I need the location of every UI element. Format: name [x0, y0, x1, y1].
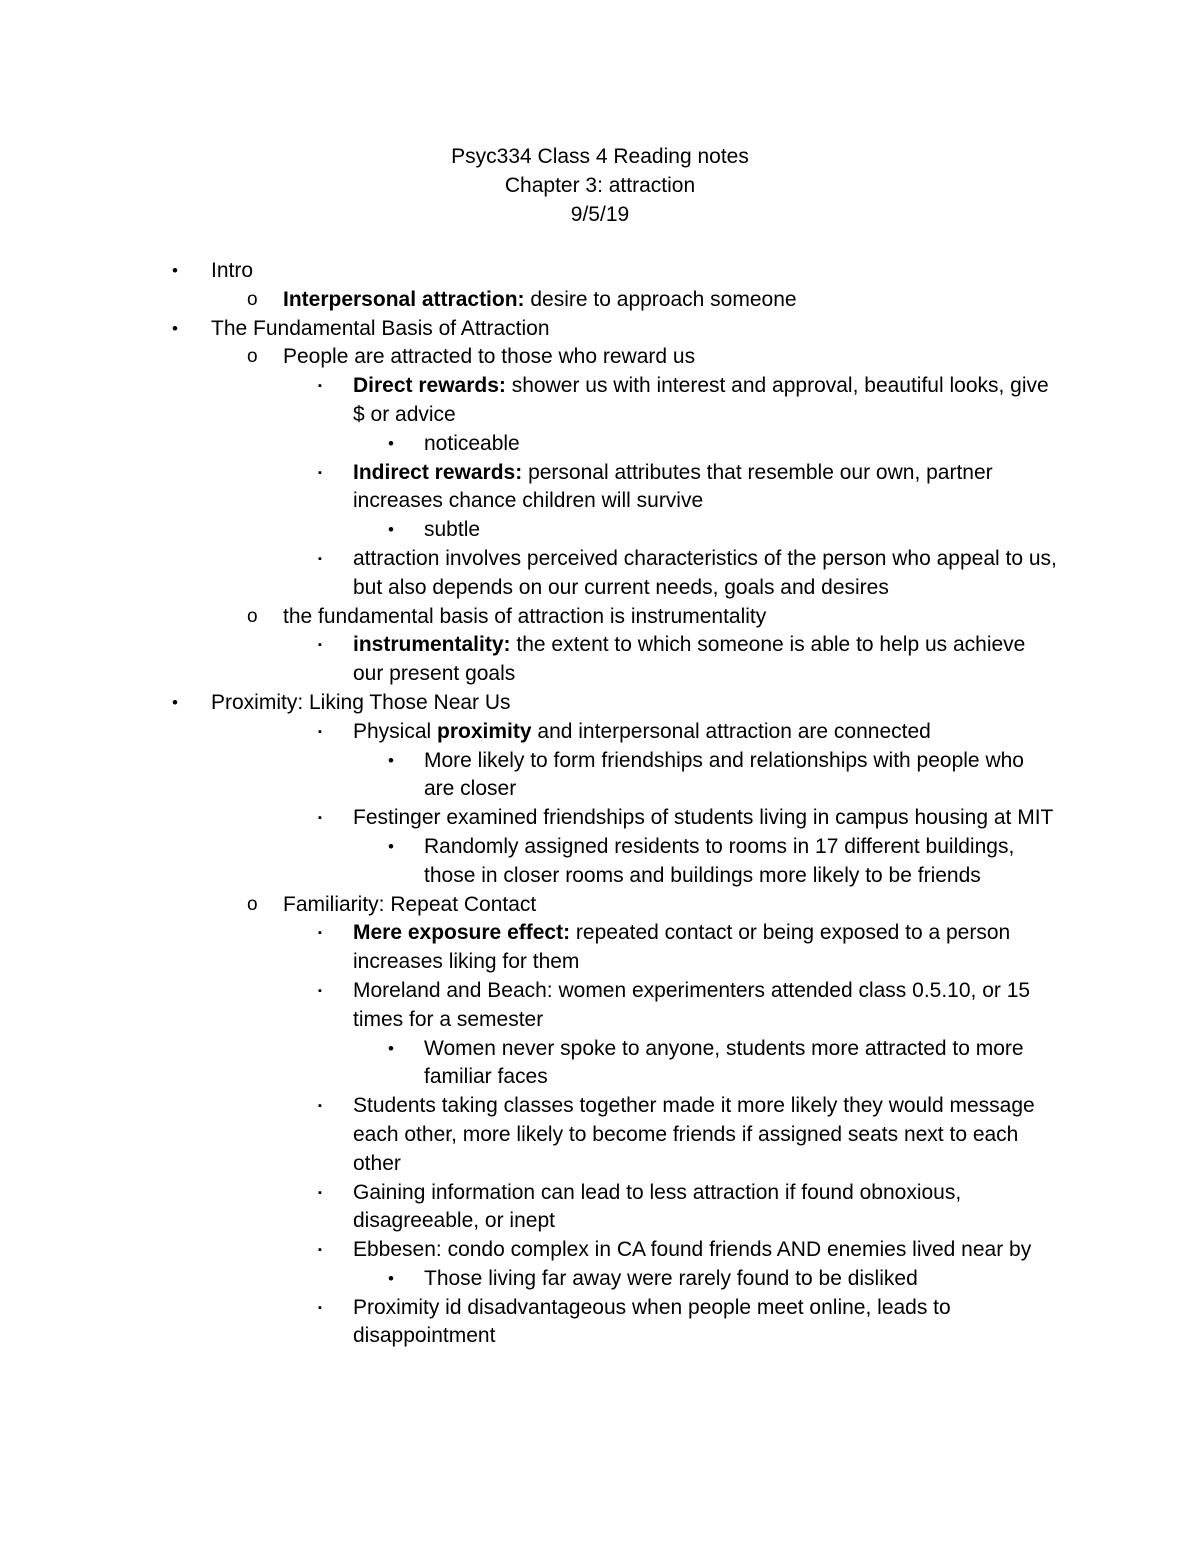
bullet-marker: o	[247, 893, 258, 915]
outline-item-level-3	[0, 1035, 1200, 1093]
item-body: attraction involves perceived characteristics of the person who appeal to us, but also depends on our current needs, goals and desires	[353, 546, 1057, 599]
item-body: More likely to form friendships and relationships with people who are closer	[424, 748, 1024, 801]
outline-item-level-2	[0, 804, 1200, 833]
outline-item-text	[424, 430, 1059, 459]
bullet-marker: •	[388, 750, 394, 770]
bullet-marker: ▪	[318, 552, 322, 565]
item-body: Women never spoke to anyone, students more attracted to more familiar faces	[424, 1036, 1024, 1089]
key-term: Mere exposure effect:	[353, 921, 571, 945]
outline-item-level-1	[0, 343, 1200, 372]
outline-item-level-0	[0, 689, 1200, 718]
bullet-marker: o	[247, 346, 258, 368]
bullet-marker: ▪	[318, 1301, 322, 1314]
item-body: Familiarity: Repeat Contact	[283, 892, 537, 916]
key-term: Direct rewards:	[353, 374, 506, 398]
bullet-marker: •	[172, 692, 178, 712]
outline-item-text	[353, 1092, 1058, 1178]
bullet-marker: •	[388, 433, 394, 453]
outline-item-level-2	[0, 1236, 1200, 1265]
bullet-marker: o	[247, 288, 258, 310]
key-term: instrumentality:	[353, 633, 511, 657]
bullet-marker: ▪	[318, 466, 322, 479]
bullet-marker: ▪	[318, 380, 322, 393]
notes-outline	[0, 257, 1200, 1351]
outline-item-text	[424, 1035, 1059, 1093]
outline-item-text	[353, 919, 1058, 977]
bullet-marker: •	[388, 1268, 394, 1288]
outline-item-text	[353, 545, 1058, 603]
bullet-marker: •	[388, 836, 394, 856]
outline-item-text	[353, 631, 1058, 689]
outline-item-level-2	[0, 372, 1200, 430]
item-body: Students taking classes together made it more likely they would message each other, more likely to become friends if assigned seats next to each other	[353, 1094, 1035, 1175]
item-body: Intro	[211, 259, 254, 282]
document-date: 9/5/19	[570, 203, 630, 226]
outline-item-level-2	[0, 718, 1200, 747]
item-body: noticeable	[424, 431, 520, 455]
item-body: and interpersonal attraction are connected	[531, 719, 931, 743]
item-body: personal attributes that resemble our own, partner increases chance children will survive	[353, 460, 993, 513]
outline-item-text	[353, 804, 1058, 833]
item-body: subtle	[424, 518, 481, 542]
item-body: Proximity id disadvantageous when people meet online, leads to disappointment	[353, 1295, 951, 1348]
outline-item-text	[211, 315, 1091, 344]
outline-item-level-2	[0, 977, 1200, 1035]
item-body: Proximity: Liking Those Near Us	[211, 690, 511, 714]
outline-item-level-3	[0, 747, 1200, 805]
outline-item-text	[353, 1294, 1058, 1352]
outline-item-text	[353, 459, 1058, 517]
outline-item-text	[211, 689, 1091, 718]
item-body: repeated contact or being exposed to a person increases liking for them	[353, 921, 1011, 974]
outline-item-level-3	[0, 833, 1200, 891]
bullet-marker: ▪	[318, 1186, 322, 1199]
outline-item-text	[283, 603, 1083, 632]
bullet-marker: •	[388, 1038, 394, 1058]
key-term: Indirect rewards:	[353, 460, 523, 484]
item-body: Moreland and Beach: women experimenters attended class 0.5.10, or 15 times for a semester	[353, 978, 1031, 1031]
outline-item-text	[283, 286, 1083, 315]
outline-item-level-3	[0, 1265, 1200, 1294]
chapter-title: Chapter 3: attraction	[504, 174, 696, 197]
bullet-marker: •	[172, 261, 178, 280]
outline-item-text	[353, 1179, 1058, 1237]
item-body: Those living far away were rarely found to be disliked	[424, 1266, 918, 1290]
bullet-marker: •	[172, 318, 178, 338]
item-prefix: Physical	[353, 719, 438, 743]
outline-item-text	[424, 516, 1059, 545]
outline-item-text	[424, 833, 1059, 891]
outline-item-level-0	[0, 257, 1200, 286]
outline-item-text	[283, 343, 1083, 372]
bullet-marker: ▪	[318, 1244, 322, 1257]
bullet-marker: ▪	[318, 1100, 322, 1113]
outline-item-level-1	[0, 286, 1200, 315]
bullet-marker: ▪	[318, 812, 322, 825]
outline-item-level-2	[0, 1294, 1200, 1352]
item-body: desire to approach someone	[524, 287, 797, 311]
outline-item-text	[211, 257, 1091, 286]
item-body: the extent to which someone is able to help us achieve our present goals	[353, 633, 1026, 686]
outline-item-level-2	[0, 459, 1200, 517]
outline-item-level-2	[0, 1092, 1200, 1178]
bullet-marker: ▪	[318, 725, 322, 738]
outline-item-text	[424, 1265, 1059, 1294]
outline-item-text	[283, 891, 1083, 920]
item-body: the fundamental basis of attraction is instrumentality	[283, 604, 767, 628]
item-body: Gaining information can lead to less attraction if found obnoxious, disagreeable, or inept	[353, 1180, 962, 1233]
outline-item-level-2	[0, 919, 1200, 977]
bullet-marker: o	[247, 605, 258, 627]
document-header	[0, 142, 1200, 229]
document-title: Psyc334 Class 4 Reading notes	[451, 145, 749, 168]
outline-item-level-3	[0, 430, 1200, 459]
bullet-marker: •	[388, 520, 394, 540]
bullet-marker: ▪	[318, 927, 322, 940]
key-term: proximity	[437, 719, 532, 743]
outline-item-level-0	[0, 315, 1200, 344]
outline-item-level-1	[0, 603, 1200, 632]
outline-item-text	[353, 977, 1058, 1035]
outline-item-text	[353, 372, 1058, 430]
item-body: Randomly assigned residents to rooms in 17 different buildings, those in closer rooms and buildings more likely to be friends	[424, 834, 1015, 887]
outline-item-text	[424, 747, 1059, 805]
outline-item-level-2	[0, 1179, 1200, 1237]
item-body: shower us with interest and approval, beautiful looks, give $ or advice	[353, 374, 1049, 426]
bullet-marker: ▪	[318, 984, 322, 997]
bullet-marker: ▪	[318, 639, 322, 652]
outline-item-level-2	[0, 631, 1200, 689]
outline-item-level-1	[0, 891, 1200, 920]
outline-item-text	[353, 718, 1058, 747]
item-body: The Fundamental Basis of Attraction	[211, 316, 550, 340]
outline-item-level-2	[0, 545, 1200, 603]
item-body: Festinger examined friendships of students living in campus housing at MIT	[353, 806, 1054, 830]
key-term: Interpersonal attraction:	[283, 287, 525, 311]
outline-item-text	[353, 1236, 1058, 1265]
item-body: Ebbesen: condo complex in CA found friends AND enemies lived near by	[353, 1238, 1032, 1262]
outline-item-level-3	[0, 516, 1200, 545]
item-body: People are attracted to those who reward us	[283, 345, 696, 369]
